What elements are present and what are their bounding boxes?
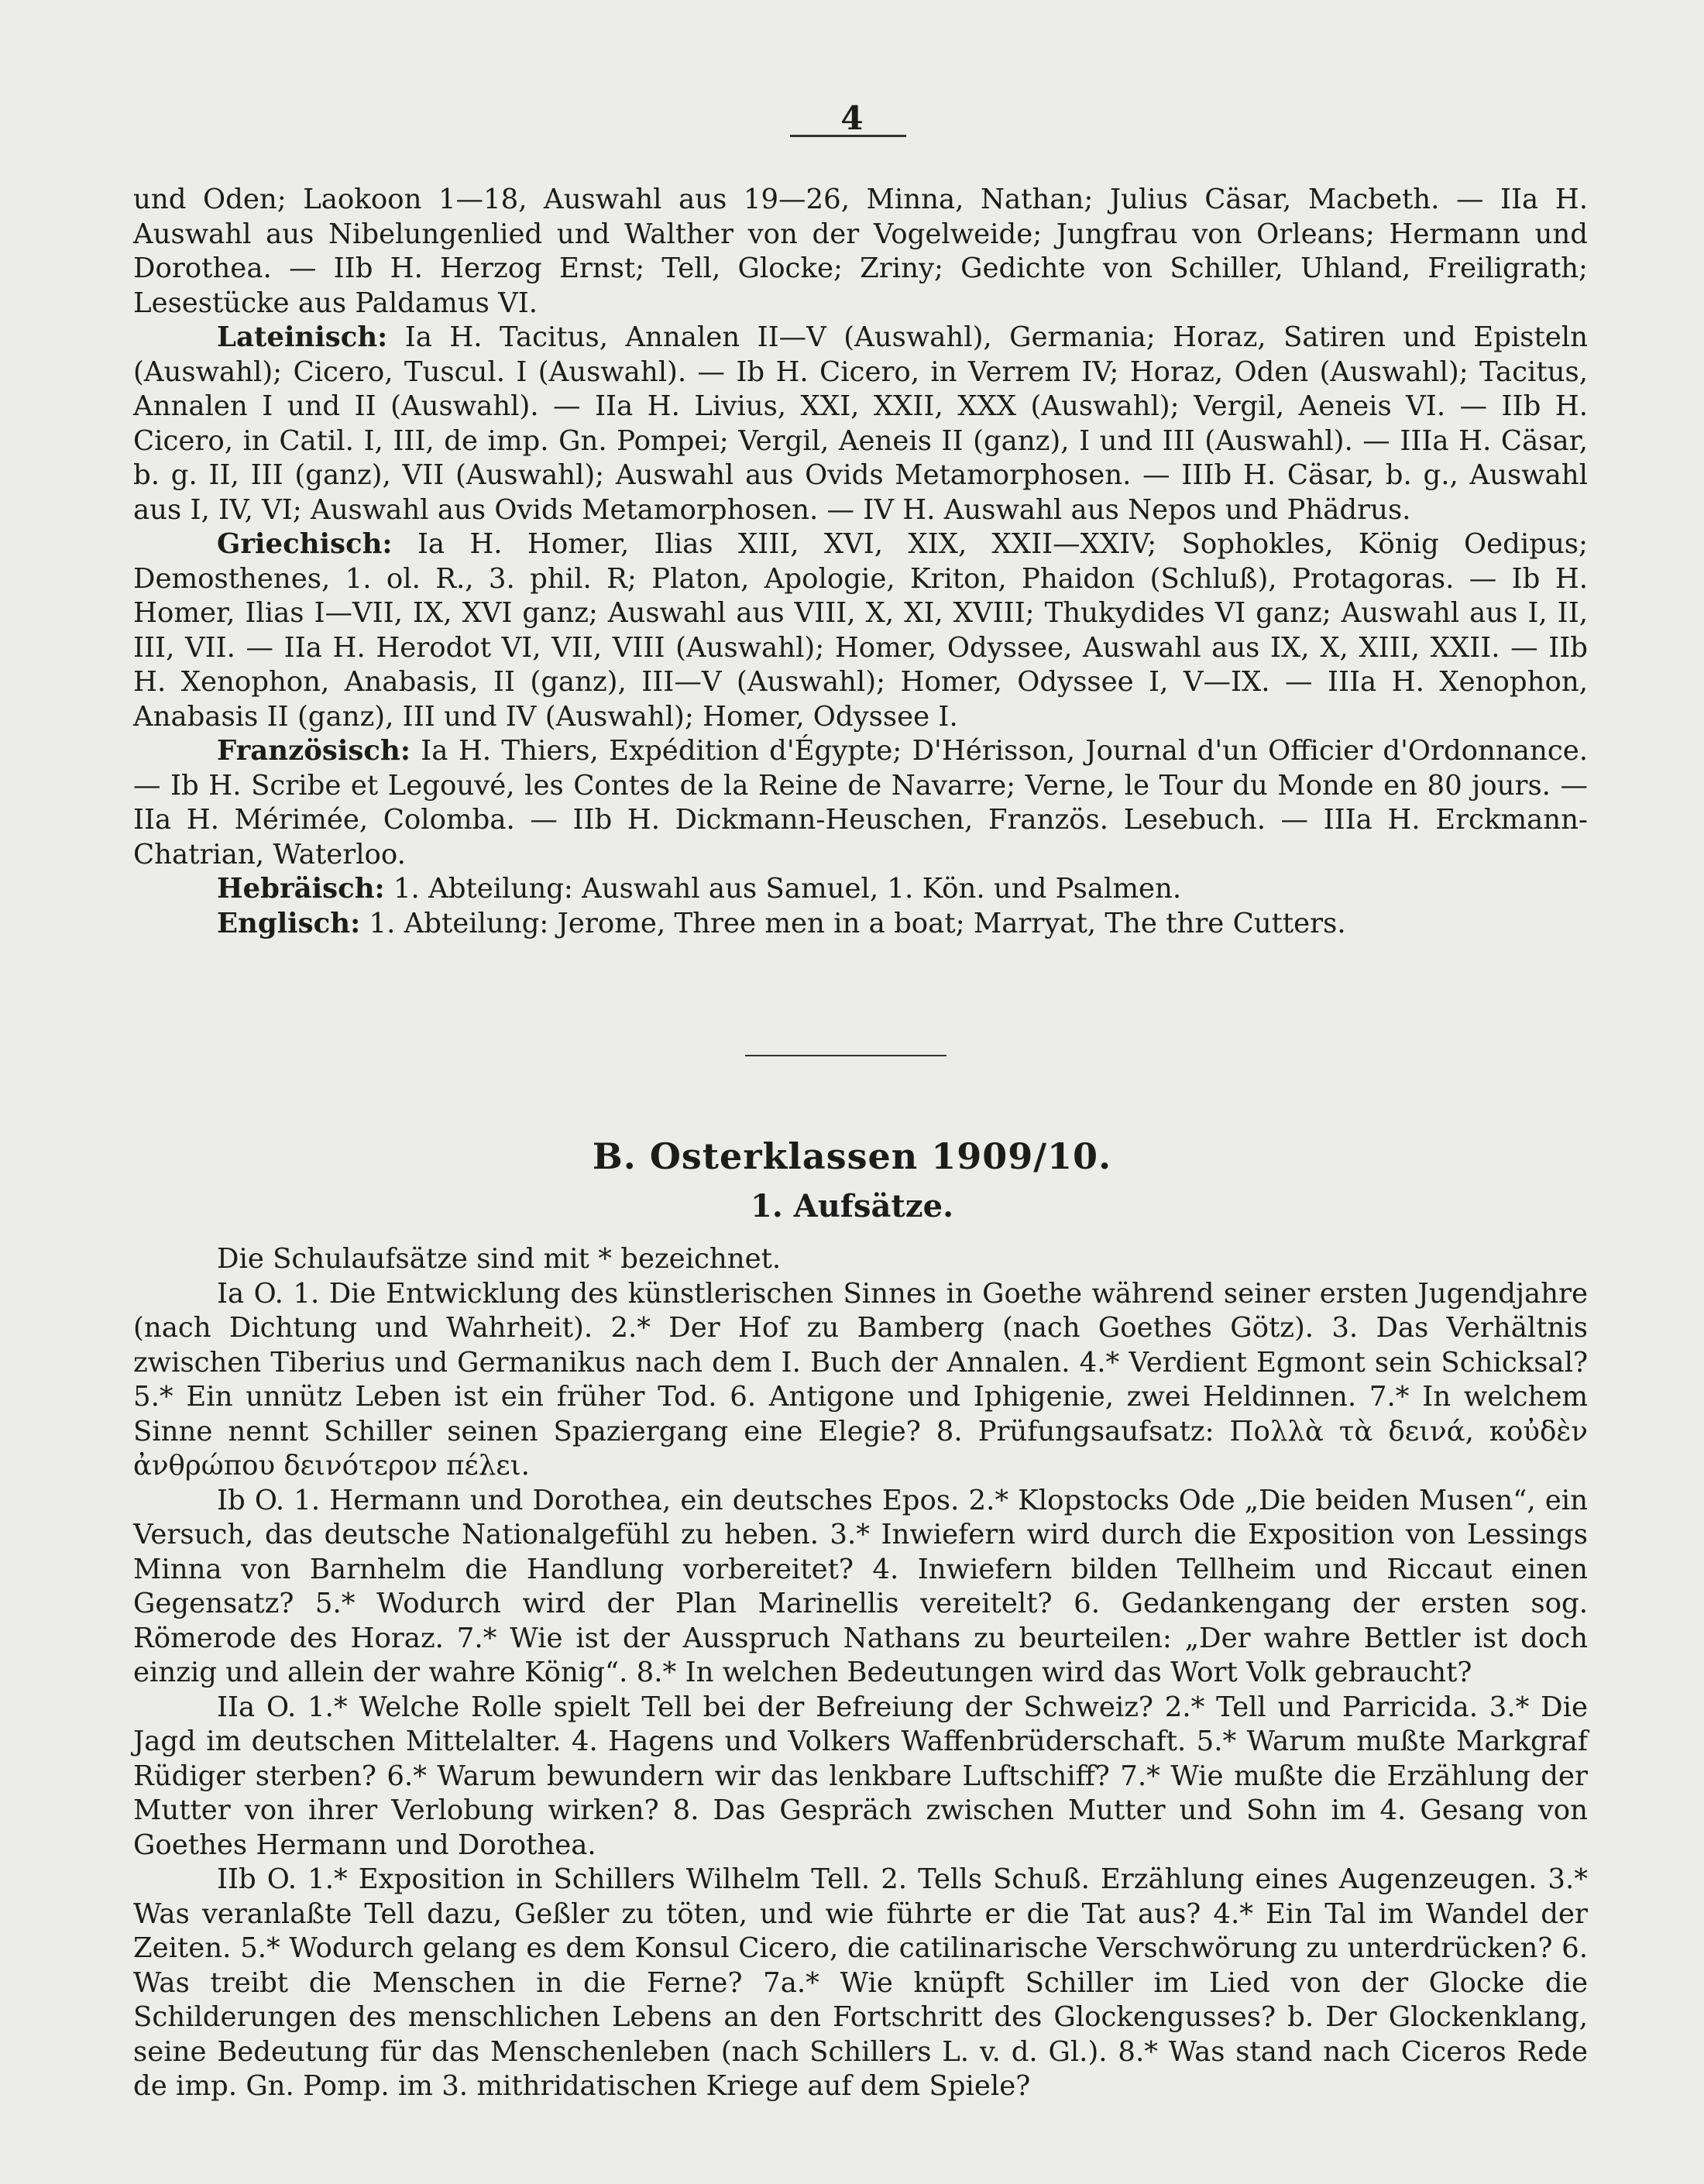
english-paragraph xyxy=(133,907,1588,942)
greek-label: Griechisch: xyxy=(217,528,393,560)
essays-iib: IIb O. 1.* Exposition in Schillers Wilhelm Tell. 2. Tells Schuß. Erzählung eines Augenzeugen. 3.* Was veranlaßte Tell dazu, Geßler zu töten, und wie führte er die Tat aus? 4.* Ein Tal im Wandel der Zeiten. 5.* Wodurch gelang es dem Konsul Cicero, die catilinarische Verschwörung zu unterdrücken? 6. Was treibt die Menschen in die Ferne? 7a.* Wie knüpft Schiller im Lied von der Glocke die Schilderungen des menschlichen Lebens an den Fortschritt des Glockengusses? b. Der Glockenklang, seine Bedeutung für das Menschenleben (nach Schillers L. v. d. Gl.). 8.* Was stand nach Ciceros Rede de imp. Gn. Pomp. im 3. mithridatischen Kriege auf dem Spiele? xyxy=(133,1863,1588,2102)
essays-ia: Ia O. 1. Die Entwicklung des künstlerischen Sinnes in Goethe während seiner ersten Jugendjahre (nach Dichtung und Wahrheit). 2.* Der Hof zu Bamberg (nach Goethes Götz). 3. Das Verhältnis zwischen Tiberius und Germanikus nach dem I. Buch der Annalen. 4.* Verdient Egmont sein Schicksal? 5.* Ein unnütz Leben ist ein früher Tod. 6. Antigone und Iphigenie, zwei Heldinnen. 7.* In welchem Sinne nennt Schiller seinen Spaziergang eine Elegie? 8. Prüfungsaufsatz: Πολλὰ τὰ δεινά, κοὐδὲν ἀνθρώπου δεινότερον πέλει. xyxy=(133,1277,1588,1482)
latin-paragraph xyxy=(133,321,1588,527)
greek-text: Ia H. Homer, Ilias XIII, XVI, XIX, XXII—XXIV; Sophokles, König Oedipus; Demosthenes, 1. ol. R., 3. phil. R; Platon, Apologie, Kriton, Phaidon (Schluß), Protagoras. — Ib H. Homer, Ilias I—VII, IX, XVI ganz; Auswahl aus VIII, X, XI, XVIII; Thukydides VI ganz; Auswahl aus I, II, III, VII. — IIa H. Herodot VI, VII, VIII (Auswahl); Homer, Odyssee, Auswahl aus IX, X, XIII, XXII. — IIb H. Xenophon, Anabasis, II (ganz), III—V (Auswahl); Homer, Odyssee I, V—IX. — IIIa H. Xenophon, Anabasis II (ganz), III und IV (Auswahl); Homer, Odyssee I. xyxy=(133,528,1588,733)
english-text: 1. Abteilung: Jerome, Three men in a boat; Marryat, The thre Cutters. xyxy=(369,907,1346,939)
section-divider xyxy=(745,1055,946,1056)
page-number: 4 xyxy=(840,99,864,137)
french-paragraph xyxy=(133,734,1588,872)
reading-list-section xyxy=(133,183,1588,941)
essays-ib: Ib O. 1. Hermann und Dorothea, ein deutsches Epos. 2.* Klopstocks Ode „Die beiden Musen“, ein Versuch, das deutsche Nationalgefühl zu heben. 3.* Inwiefern wird durch die Exposition von Lessings Minna von Barnhelm die Handlung vorbereitet? 4. Inwiefern bilden Tellheim und Riccaut einen Gegensatz? 5.* Wodurch wird der Plan Marinellis vereitelt? 6. Gedankengang der ersten sog. Römerode des Horaz. 7.* Wie ist der Ausspruch Nathans zu beurteilen: „Der wahre Bettler ist doch einzig und allein der wahre König“. 8.* In welchen Bedeutungen wird das Wort Volk gebraucht? xyxy=(133,1484,1588,1688)
hebrew-label: Hebräisch: xyxy=(217,873,385,905)
hebrew-paragraph xyxy=(133,872,1588,907)
essays-section xyxy=(133,1242,1588,2104)
essays-iia: IIa O. 1.* Welche Rolle spielt Tell bei der Befreiung der Schweiz? 2.* Tell und Parricida. 3.* Die Jagd im deutschen Mittelalter. 4. Hagens und Volkers Waffenbrüderschaft. 5.* Warum mußte Markgraf Rüdiger sterben? 6.* Warum bewundern wir das lenkbare Luftschiff? 7.* Wie mußte die Erzählung der Mutter von ihrer Verlobung wirken? 8. Das Gespräch zwischen Mutter und Sohn im 4. Gesang von Goethes Hermann und Dorothea. xyxy=(133,1691,1588,1861)
header-rule xyxy=(790,135,906,137)
english-label: Englisch: xyxy=(217,907,361,939)
french-text: Ia H. Thiers, Expédition d'Égypte; D'Hérisson, Journal d'un Officier d'Ordonnance. — Ib H. Scribe et Legouvé, les Contes de la Reine de Navarre; Verne, le Tour du Monde en 80 jours. — IIa H. Mérimée, Colomba. — IIb H. Dickmann-Heuschen, Französ. Lesebuch. — IIIa H. Erckmann-Chatrian, Waterloo. xyxy=(133,735,1588,871)
latin-text: Ia H. Tacitus, Annalen II—V (Auswahl), Germania; Horaz, Satiren und Episteln (Auswahl); Cicero, Tuscul. I (Auswahl). — Ib H. Cicero, in Verrem IV; Horaz, Oden (Auswahl); Tacitus, Annalen I und II (Auswahl). — IIa H. Livius, XXI, XXII, XXX (Auswahl); Vergil, Aeneis VI. — IIb H. Cicero, in Catil. I, III, de imp. Gn. Pompei; Vergil, Aeneis II (ganz), I und III (Auswahl). — IIIa H. Cäsar, b. g. II, III (ganz), VII (Auswahl); Auswahl aus Ovids Metamorphosen. — IIIb H. Cäsar, b. g., Auswahl aus I, IV, VI; Auswahl aus Ovids Metamorphosen. — IV H. Auswahl aus Nepos und Phädrus. xyxy=(133,321,1588,526)
section-subtitle: 1. Aufsätze. xyxy=(750,1188,953,1224)
latin-label: Lateinisch: xyxy=(217,321,388,353)
hebrew-text: 1. Abteilung: Auswahl aus Samuel, 1. Kön. und Psalmen. xyxy=(393,873,1182,905)
german-continuation-paragraph: und Oden; Laokoon 1—18, Auswahl aus 19—26, Minna, Nathan; Julius Cäsar, Macbeth. — IIa H. Auswahl aus Nibelungenlied und Walther von der Vogelweide; Jungfrau von Orleans; Hermann und Dorothea. — IIb H. Herzog Ernst; Tell, Glocke; Zriny; Gedichte von Schiller, Uhland, Freiligrath; Lesestücke aus Paldamus VI. xyxy=(133,184,1588,319)
greek-paragraph xyxy=(133,527,1588,734)
french-label: Französisch: xyxy=(217,735,411,767)
essays-note: Die Schulaufsätze sind mit * bezeichnet. xyxy=(217,1243,782,1275)
section-title: B. Osterklassen 1909/10. xyxy=(592,1135,1112,1177)
